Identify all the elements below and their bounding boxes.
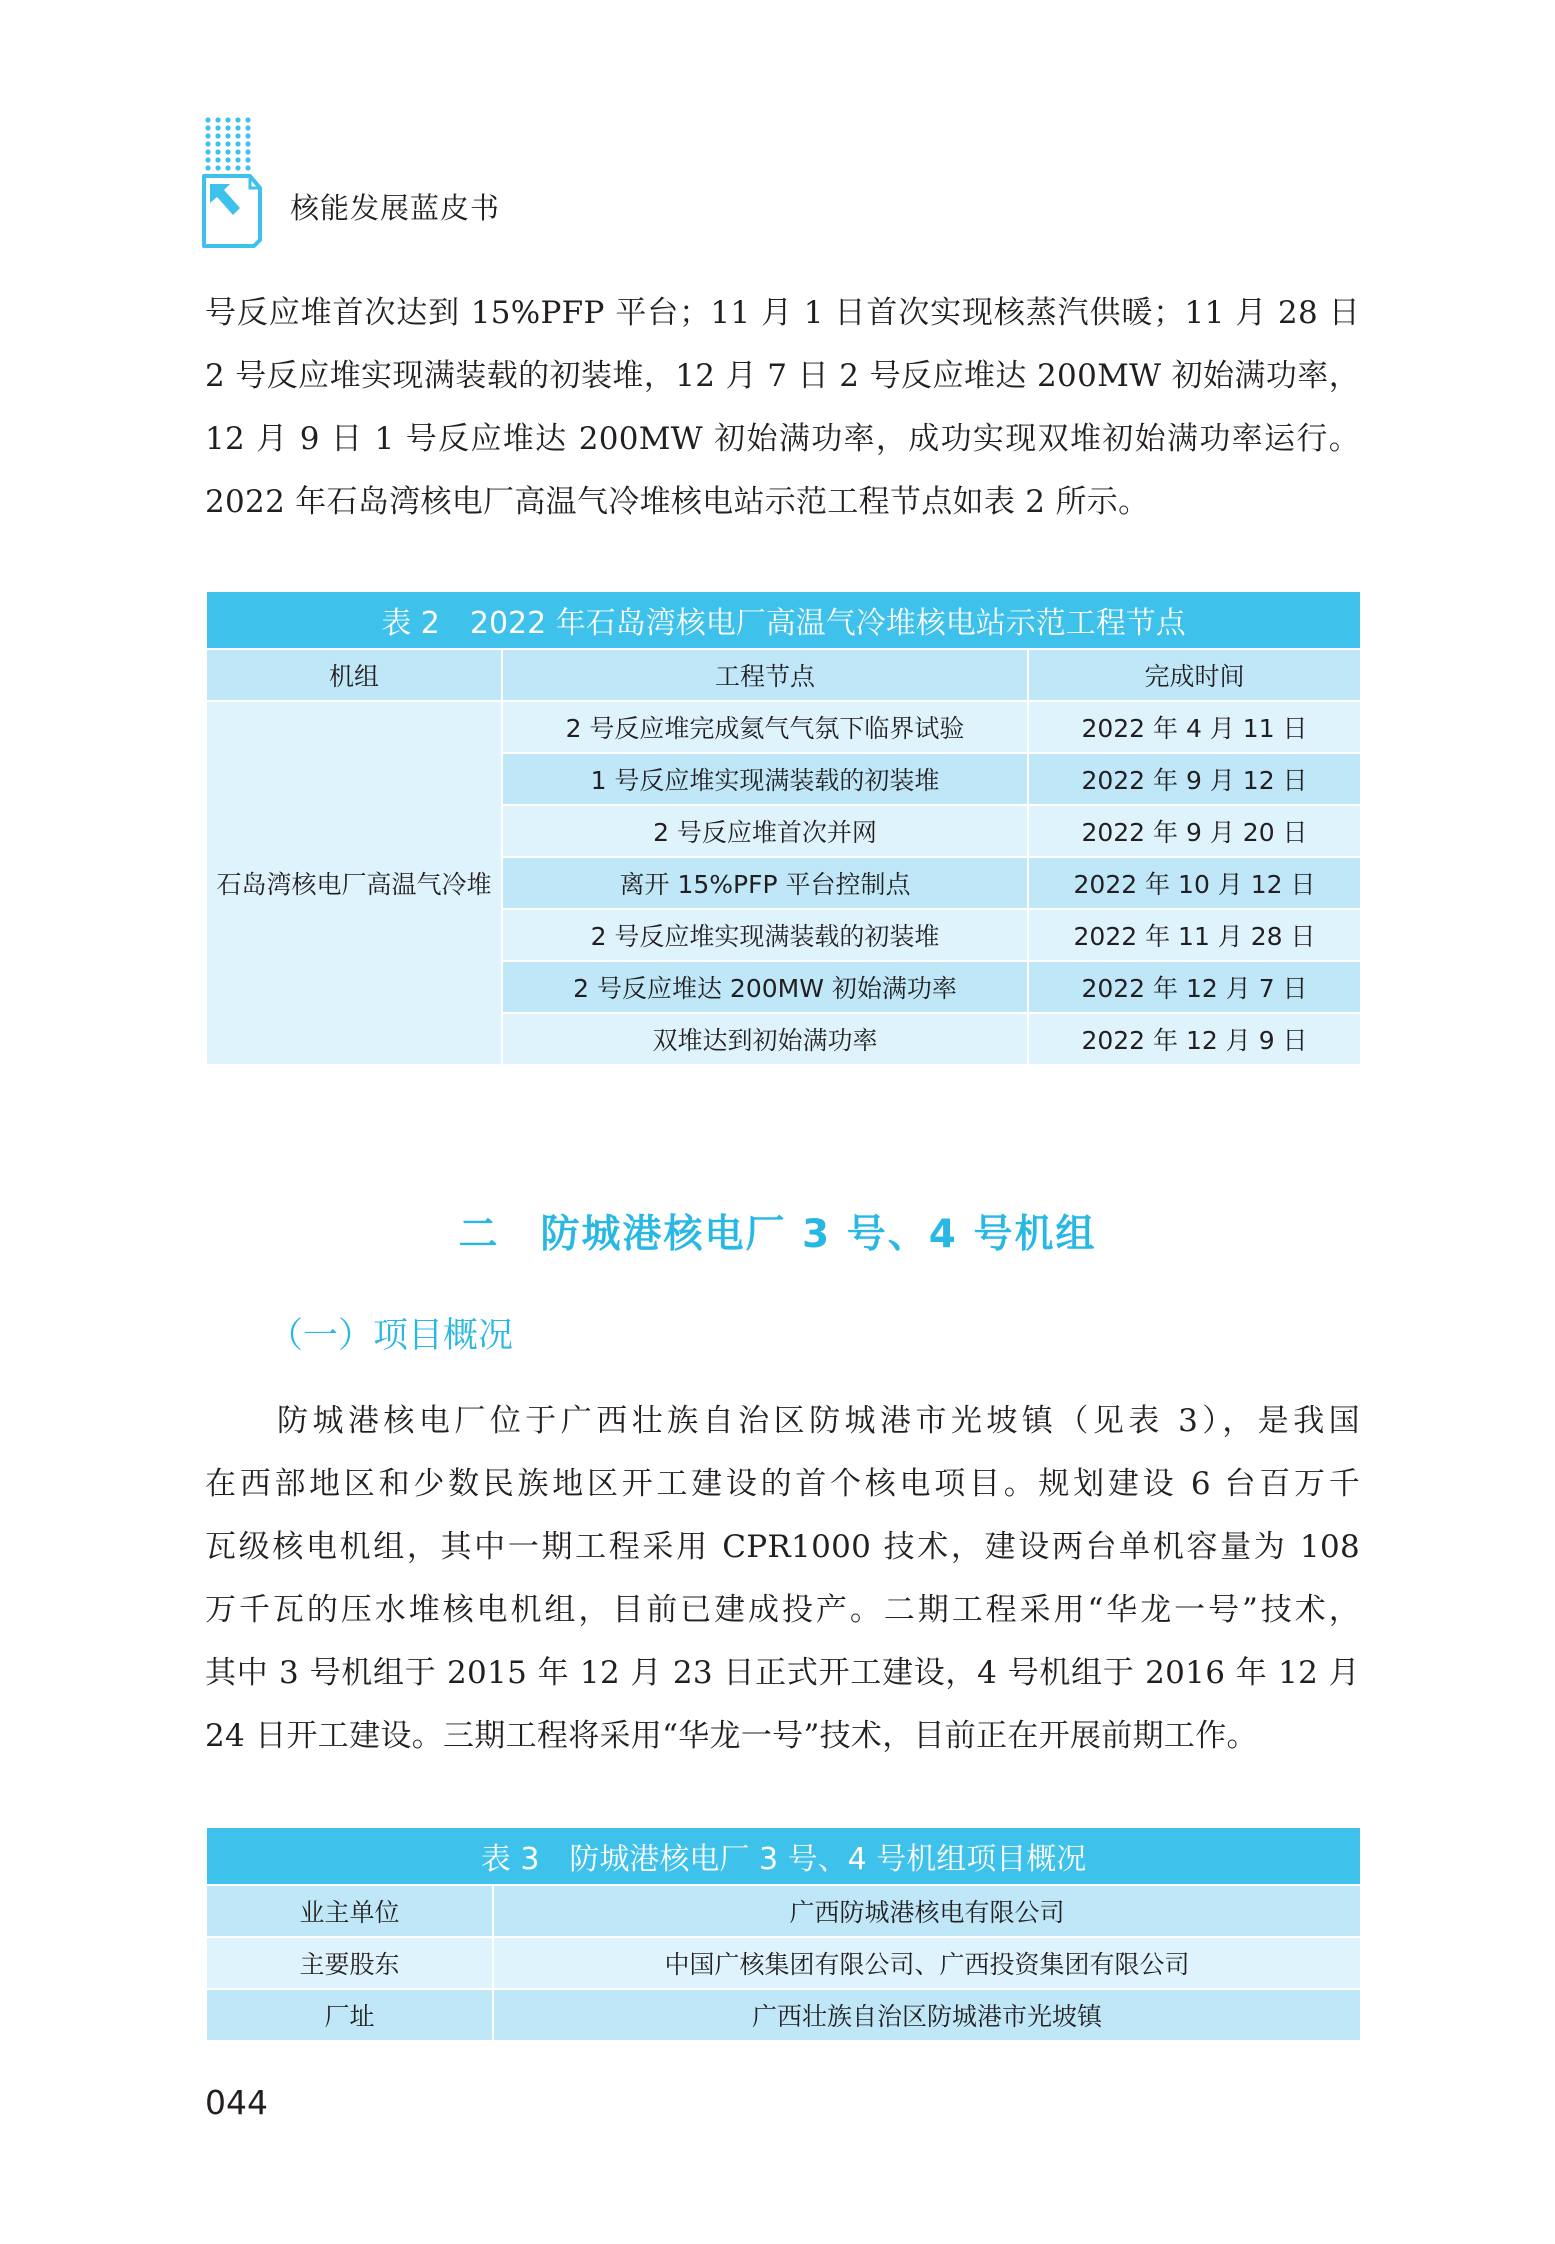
book-title: 核能发展蓝皮书 xyxy=(290,191,501,225)
table-2 xyxy=(205,590,1362,1066)
column-header: 完成时间 xyxy=(1028,649,1361,701)
date-cell: 2022 年 9 月 12 日 xyxy=(1028,753,1361,805)
table-row xyxy=(206,1885,1361,1937)
text-line: 2022 年石岛湾核电厂高温气冷堆核电站示范工程节点如表 2 所示。 xyxy=(205,484,1150,520)
node-cell: 离开 15%PFP 平台控制点 xyxy=(502,857,1028,909)
section-title: 二 防城港核电厂 3 号、4 号机组 xyxy=(458,1212,1097,1257)
table-row xyxy=(206,1937,1361,1989)
date-cell: 2022 年 9 月 20 日 xyxy=(1028,805,1361,857)
value-cell: 广西防城港核电有限公司 xyxy=(493,1885,1361,1937)
column-header: 机组 xyxy=(206,649,502,701)
text-line: 24 日开工建设。三期工程将采用“华龙一号”技术，目前正在开展前期工作。 xyxy=(205,1718,1258,1754)
date-cell: 2022 年 10 月 12 日 xyxy=(1028,857,1361,909)
table-caption: 表 3 防城港核电厂 3 号、4 号机组项目概况 xyxy=(206,1827,1361,1885)
column-header: 工程节点 xyxy=(502,649,1028,701)
node-cell: 2 号反应堆首次并网 xyxy=(502,805,1028,857)
text-line: 号反应堆首次达到 15%PFP 平台；11 月 1 日首次实现核蒸汽供暖；11 月 28 日 xyxy=(205,295,1360,331)
value-cell: 中国广核集团有限公司、广西投资集团有限公司 xyxy=(493,1937,1361,1989)
subsection-title: （一）项目概况 xyxy=(268,1316,514,1356)
text-line: 12 月 9 日 1 号反应堆达 200MW 初始满功率，成功实现双堆初始满功率运行。 xyxy=(205,421,1360,457)
date-cell: 2022 年 12 月 9 日 xyxy=(1028,1013,1361,1065)
label-cell: 主要股东 xyxy=(206,1937,493,1989)
node-cell: 2 号反应堆完成氦气气氛下临界试验 xyxy=(502,701,1028,753)
table-3 xyxy=(205,1826,1362,2042)
node-cell: 双堆达到初始满功率 xyxy=(502,1013,1028,1065)
node-cell: 1 号反应堆实现满装载的初装堆 xyxy=(502,753,1028,805)
value-cell: 广西壮族自治区防城港市光坡镇 xyxy=(493,1989,1361,2041)
date-cell: 2022 年 11 月 28 日 xyxy=(1028,909,1361,961)
text-line: 瓦级核电机组，其中一期工程采用 CPR1000 技术，建设两台单机容量为 108 xyxy=(205,1529,1360,1565)
unit-cell: 石岛湾核电厂高温气冷堆 xyxy=(206,701,502,1065)
table-row xyxy=(206,1989,1361,2041)
text-line: 在西部地区和少数民族地区开工建设的首个核电项目。规划建设 6 台百万千 xyxy=(205,1466,1360,1502)
body-paragraph-1 xyxy=(205,282,1360,534)
label-cell: 厂址 xyxy=(206,1989,493,2041)
body-paragraph-2 xyxy=(205,1390,1360,1768)
table-caption: 表 2 2022 年石岛湾核电厂高温气冷堆核电站示范工程节点 xyxy=(206,591,1361,649)
node-cell: 2 号反应堆实现满装载的初装堆 xyxy=(502,909,1028,961)
text-line: 其中 3 号机组于 2015 年 12 月 23 日正式开工建设，4 号机组于 2016 年 12 月 xyxy=(205,1655,1360,1691)
text-line: 防城港核电厂位于广西壮族自治区防城港市光坡镇（见表 3），是我国 xyxy=(277,1403,1360,1439)
text-line: 万千瓦的压水堆核电机组，目前已建成投产。二期工程采用“华龙一号”技术， xyxy=(205,1592,1360,1628)
label-cell: 业主单位 xyxy=(206,1885,493,1937)
page-number: 044 xyxy=(205,2083,268,2122)
date-cell: 2022 年 4 月 11 日 xyxy=(1028,701,1361,753)
node-cell: 2 号反应堆达 200MW 初始满功率 xyxy=(502,961,1028,1013)
book-logo-icon xyxy=(200,112,264,248)
date-cell: 2022 年 12 月 7 日 xyxy=(1028,961,1361,1013)
table-row xyxy=(206,701,1361,753)
text-line: 2 号反应堆实现满装载的初装堆，12 月 7 日 2 号反应堆达 200MW 初始满功率， xyxy=(205,358,1360,394)
